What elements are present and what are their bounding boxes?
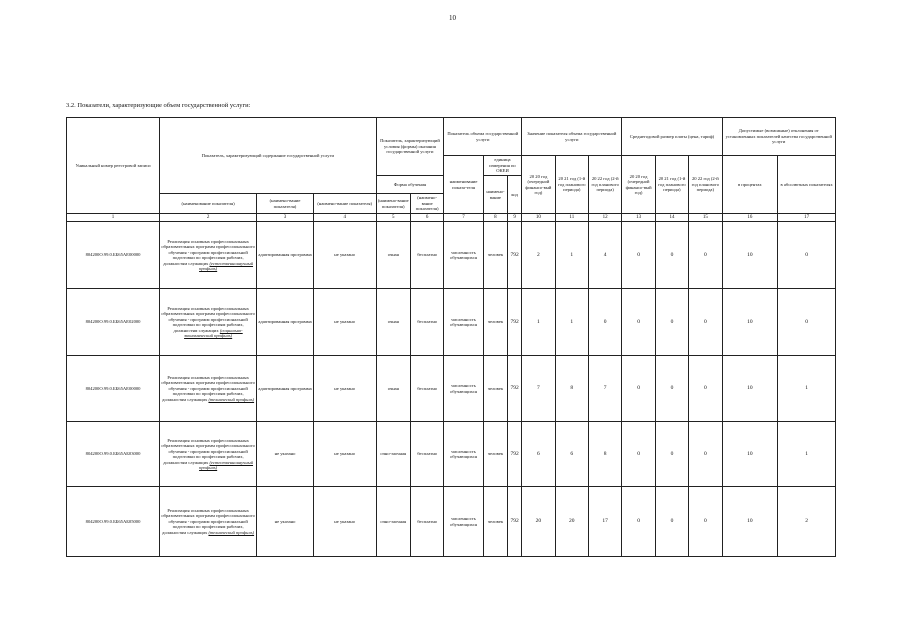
header-content-group: Показатель, характеризующий содержание государственной услуги (160, 118, 377, 194)
col-index: 1 (67, 214, 160, 222)
fee-2022: 0 (689, 222, 722, 289)
program-type: не указано (257, 487, 314, 557)
header-in-absolute: в абсолютных показателях (778, 156, 836, 214)
fee-2020: 0 (622, 487, 655, 557)
deviation-absolute: 2 (778, 487, 836, 557)
header-name-indicator-3: (наимено-вание показателя) (313, 194, 376, 214)
fee-2020: 0 (622, 356, 655, 422)
description-text: Реализация основных профессиональных образовательных программ профессионального обучения - программ профессиональной подготовки по профессиям рабочих, должностям служащих (161, 305, 255, 333)
program-type: адаптированная программа (257, 222, 314, 289)
col-index: 5 (376, 214, 410, 222)
col-index: 4 (313, 214, 376, 222)
header-year-2022: 20 22 год (2-й год планового периода) (588, 156, 621, 214)
study-form: очно-заочная (376, 487, 410, 557)
study-form: очная (376, 356, 410, 422)
header-name-indicator-1: (наименование показателя) (160, 194, 257, 214)
value-2021: 6 (555, 422, 588, 487)
col-index: 9 (508, 214, 522, 222)
deviation-percent: 10 (722, 487, 778, 557)
service-description (160, 356, 257, 422)
deviation-percent: 10 (722, 422, 778, 487)
page-number: 10 (449, 14, 456, 22)
volume-indicator-name: численность обучающихся (444, 487, 483, 557)
study-form: очно-заочная (376, 422, 410, 487)
service-description (160, 222, 257, 289)
col-index: 6 (410, 214, 443, 222)
unit-name: человек (483, 222, 507, 289)
col-index: 10 (522, 214, 555, 222)
header-name-indicator-5: (наимено-вание показателя) (410, 194, 443, 214)
header-indicator-name: наименование показа-теля (444, 156, 483, 214)
col-index: 3 (257, 214, 314, 222)
payment-type: бесплатно (410, 222, 443, 289)
deviation-percent: 10 (722, 289, 778, 356)
value-2021: 20 (555, 487, 588, 557)
description-text: Реализация основных профессиональных образовательных программ профессионального обучения - программ профессиональной подготовки по профессиям рабочих, должностям служащих (161, 437, 255, 465)
header-registry: Уникальный номер реестровой записи (67, 118, 160, 214)
col-index: 7 (444, 214, 483, 222)
col-index: 2 (160, 214, 257, 222)
value-2020: 2 (522, 222, 555, 289)
header-conditions-group: Показатель, характеризующий условия (формы) оказания государственной услуги (376, 118, 444, 176)
volume-indicator-name: численность обучающихся (444, 289, 483, 356)
program-type: адаптированная программа (257, 289, 314, 356)
value-2022: 4 (588, 222, 621, 289)
registry-code: 804200О.99.0.ББ65АЕ00000 (67, 222, 160, 289)
header-name-indicator-4: (наимено-вание показателя) (376, 194, 410, 214)
table-row (67, 487, 836, 557)
fee-2022: 0 (689, 356, 722, 422)
description-text: Реализация основных профессиональных образовательных программ профессионального обучения - программ профессиональной подготовки по профессиям рабочих, должностям служащих (161, 374, 255, 402)
value-2022: 17 (588, 487, 621, 557)
deviation-absolute: 0 (778, 222, 836, 289)
unit-name: человек (483, 422, 507, 487)
value-2020: 20 (522, 487, 555, 557)
unit-code: 792 (508, 487, 522, 557)
service-description (160, 422, 257, 487)
value-2021: 8 (555, 356, 588, 422)
value-2021: 1 (555, 289, 588, 356)
table-row (67, 222, 836, 289)
col-index: 11 (555, 214, 588, 222)
fee-2022: 0 (689, 289, 722, 356)
header-values-group: Значение показателя объема государственной услуги (522, 118, 622, 156)
header-form-label: Форма обучения (376, 176, 444, 194)
program-type: не указано (257, 422, 314, 487)
header-unit-code: код (508, 176, 522, 214)
value-2020: 7 (522, 356, 555, 422)
unit-name: человек (483, 289, 507, 356)
value-2020: 6 (522, 422, 555, 487)
indicator-value: не указано (313, 422, 376, 487)
profile-label: (технический профиль) (208, 396, 255, 402)
col-index: 15 (689, 214, 722, 222)
payment-type: бесплатно (410, 356, 443, 422)
column-index-row (67, 214, 836, 222)
value-2021: 1 (555, 222, 588, 289)
header-volume-group: Показатель объема государственной услуги (444, 118, 522, 156)
header-unit-name: наимено-вание (483, 176, 507, 214)
header-year-2020: 20 20 год (очередной финансо-вый год) (522, 156, 555, 214)
deviation-percent: 10 (722, 222, 778, 289)
value-2022: 7 (588, 356, 621, 422)
registry-code: 804200О.99.0.ББ65АБ03000 (67, 422, 160, 487)
registry-code: 804200О.99.0.ББ65АБ05000 (67, 487, 160, 557)
deviation-absolute: 0 (778, 289, 836, 356)
program-type: адаптированная программа (257, 356, 314, 422)
value-2022: 8 (588, 422, 621, 487)
volume-indicators-table (66, 117, 836, 557)
indicator-value: не указано (313, 356, 376, 422)
registry-code: 804200О.99.0.ББ65АЕ02000 (67, 289, 160, 356)
study-form: очная (376, 222, 410, 289)
unit-code: 792 (508, 422, 522, 487)
fee-2022: 0 (689, 487, 722, 557)
unit-code: 792 (508, 356, 522, 422)
profile-label: (технический профиль) (208, 529, 255, 535)
col-index: 12 (588, 214, 621, 222)
fee-2021: 0 (655, 289, 688, 356)
header-deviation-group: Допустимые (возможные) отклонения от установленных показателей качества государственной услуги (722, 118, 835, 156)
volume-indicator-name: численность обучающихся (444, 222, 483, 289)
table-row (67, 422, 836, 487)
header-name-indicator-2: (наимено-вание показателя) (257, 194, 314, 214)
unit-name: человек (483, 487, 507, 557)
fee-2020: 0 (622, 422, 655, 487)
section-caption: 3.2. Показатели, характеризующие объем государственной услуги: (66, 102, 251, 109)
header-fee-year-2022: 20 22 год (2-й год планового периода) (689, 156, 722, 214)
indicator-value: не указано (313, 222, 376, 289)
description-text: Реализация основных профессиональных образовательных программ профессионального обучения - программ профессиональной подготовки по профессиям рабочих, должностям служащих (161, 238, 255, 266)
study-form: очная (376, 289, 410, 356)
payment-type: бесплатно (410, 422, 443, 487)
deviation-absolute: 1 (778, 422, 836, 487)
indicator-value: не указано (313, 487, 376, 557)
header-row-1 (67, 118, 836, 156)
fee-2021: 0 (655, 487, 688, 557)
fee-2022: 0 (689, 422, 722, 487)
unit-name: человек (483, 356, 507, 422)
registry-code: 804200О.99.0.ББ65АЕ00000 (67, 356, 160, 422)
profile-label: (социально-экономический профиль) (184, 327, 243, 338)
fee-2020: 0 (622, 289, 655, 356)
indicator-value: не указано (313, 289, 376, 356)
unit-code: 792 (508, 222, 522, 289)
header-unit-okei: единица измерения по ОКЕИ (483, 156, 521, 176)
header-fee-year-2021: 20 21 год (1-й год планового периода) (655, 156, 688, 214)
profile-label: (естественнонаучный профиль) (199, 459, 254, 470)
volume-indicator-name: численность обучающихся (444, 356, 483, 422)
fee-2021: 0 (655, 222, 688, 289)
deviation-percent: 10 (722, 356, 778, 422)
header-in-percent: в процентах (722, 156, 778, 214)
fee-2021: 0 (655, 356, 688, 422)
service-description (160, 487, 257, 557)
profile-label: (естественнонаучный профиль) (199, 260, 254, 271)
table-row (67, 289, 836, 356)
fee-2021: 0 (655, 422, 688, 487)
col-index: 8 (483, 214, 507, 222)
col-index: 17 (778, 214, 836, 222)
value-2020: 1 (522, 289, 555, 356)
col-index: 14 (655, 214, 688, 222)
fee-2020: 0 (622, 222, 655, 289)
description-text: Реализация основных профессиональных образовательных программ профессионального обучения - программ профессиональной подготовки по профессиям рабочих, должностям служащих (161, 507, 255, 535)
header-year-2021: 20 21 год (1-й год планового периода) (555, 156, 588, 214)
deviation-absolute: 1 (778, 356, 836, 422)
col-index: 16 (722, 214, 778, 222)
unit-code: 792 (508, 289, 522, 356)
header-fee-group: Среднегодовой размер платы (цена, тариф) (622, 118, 722, 156)
header-fee-year-2020: 20 20 год (очередной финансо-вый год) (622, 156, 655, 214)
table-row (67, 356, 836, 422)
payment-type: бесплатно (410, 487, 443, 557)
value-2022: 0 (588, 289, 621, 356)
col-index: 13 (622, 214, 655, 222)
volume-indicator-name: численность обучающихся (444, 422, 483, 487)
payment-type: бесплатно (410, 289, 443, 356)
service-description (160, 289, 257, 356)
